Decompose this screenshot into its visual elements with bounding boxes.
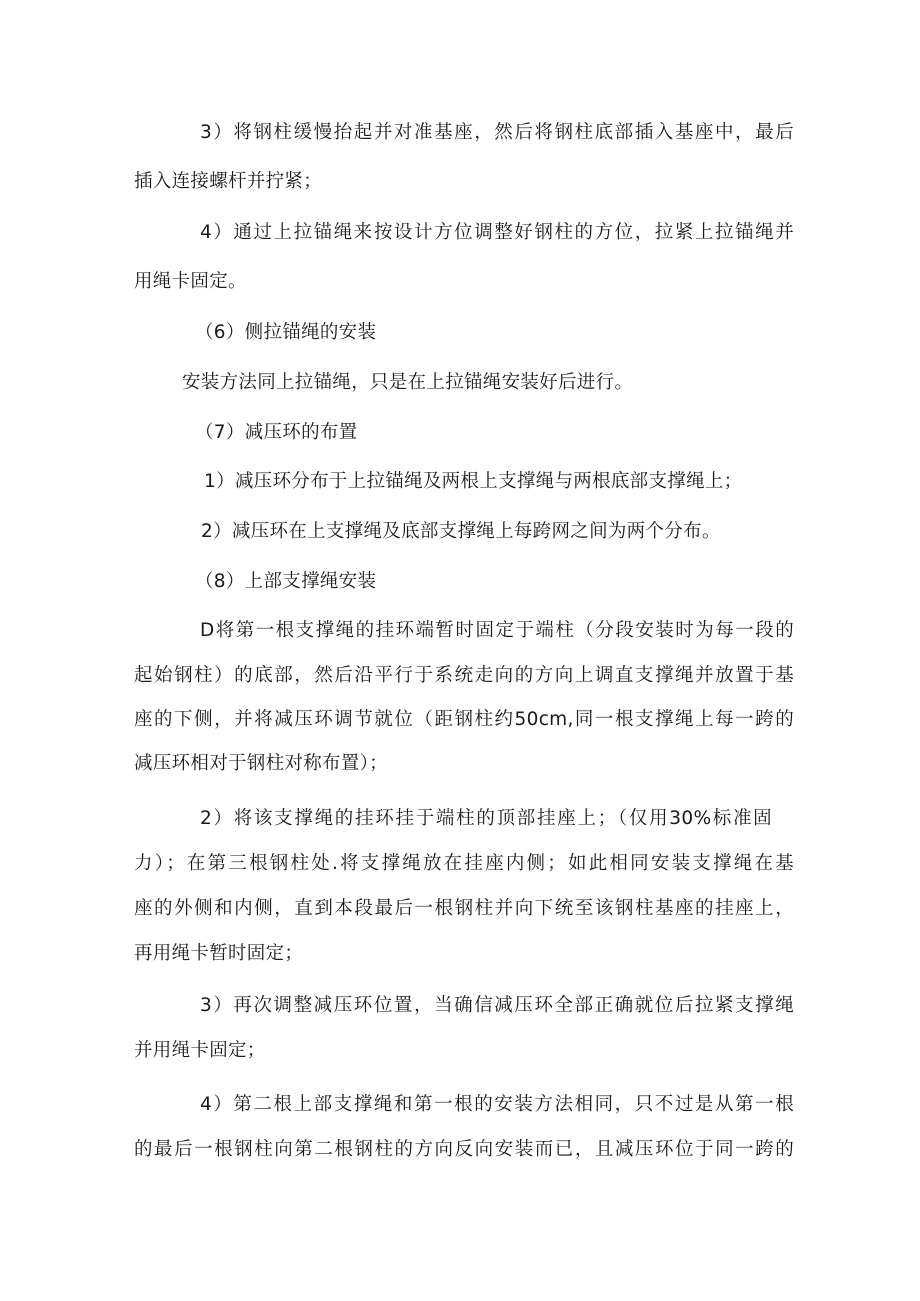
text-line: 的最后一根钢柱向第二根钢柱的方向反向安装而已，且减压环位于同一跨的 <box>134 1139 794 1160</box>
text-line: 4）通过上拉锚绳来按设计方位调整好钢柱的方位，拉紧上拉锚绳并 <box>200 222 794 243</box>
section-heading: （8）上部支撑绳安装 <box>195 571 377 592</box>
text-line: 并用绳卡固定； <box>134 1040 266 1061</box>
text-line: 力）；在第三根钢柱处.将支撑绳放在挂座内侧；如此相同安装支撑绳在基 <box>134 853 794 874</box>
text-line: 3）再次调整减压环位置，当确信减压环全部正确就位后拉紧支撑绳 <box>200 995 794 1016</box>
section-heading: （7）减压环的布置 <box>195 422 358 443</box>
text-line: 减压环相对于钢柱对称布置）； <box>134 753 388 774</box>
text-line: 3）将钢柱缓慢抬起并对准基座，然后将钢柱底部插入基座中，最后 <box>200 122 794 143</box>
text-line: 座的外侧和内侧，直到本段最后一根钢柱并向下统至该钢柱基座的挂座上， <box>134 898 794 919</box>
section-heading: （6）侧拉锚绳的安装 <box>195 322 377 343</box>
text-line: 座的下侧，并将减压环调节就位（距钢柱约50cm,同一根支撑绳上每一跨的 <box>134 709 794 730</box>
text-line: 2）减压环在上支撑绳及底部支撑绳上每跨网之间为两个分布。 <box>201 521 721 542</box>
text-line: 插入连接螺杆并拧紧； <box>134 171 323 192</box>
text-line: 再用绳卡暂时固定； <box>134 943 304 964</box>
text-line: 2）将该支撑绳的挂环挂于端柱的顶部挂座上；（仅用30%标准固 <box>200 808 772 829</box>
text-line: 4）第二根上部支撑绳和第一根的安装方法相同，只不过是从第一根 <box>200 1094 794 1115</box>
text-line: 1）减压环分布于上拉锚绳及两根上支撑绳与两根底部支撑绳上； <box>204 471 743 492</box>
text-line: 起始钢柱）的底部，然后沿平行于系统走向的方向上调直支撑绳并放置于基 <box>134 665 794 686</box>
text-line: D将第一根支撑绳的挂环端暂时固定于端柱（分段安装时为每一段的 <box>200 620 794 641</box>
text-line: 用绳卡固定。 <box>134 271 247 292</box>
text-line: 安装方法同上拉锚绳，只是在上拉锚绳安装好后进行。 <box>182 372 634 393</box>
